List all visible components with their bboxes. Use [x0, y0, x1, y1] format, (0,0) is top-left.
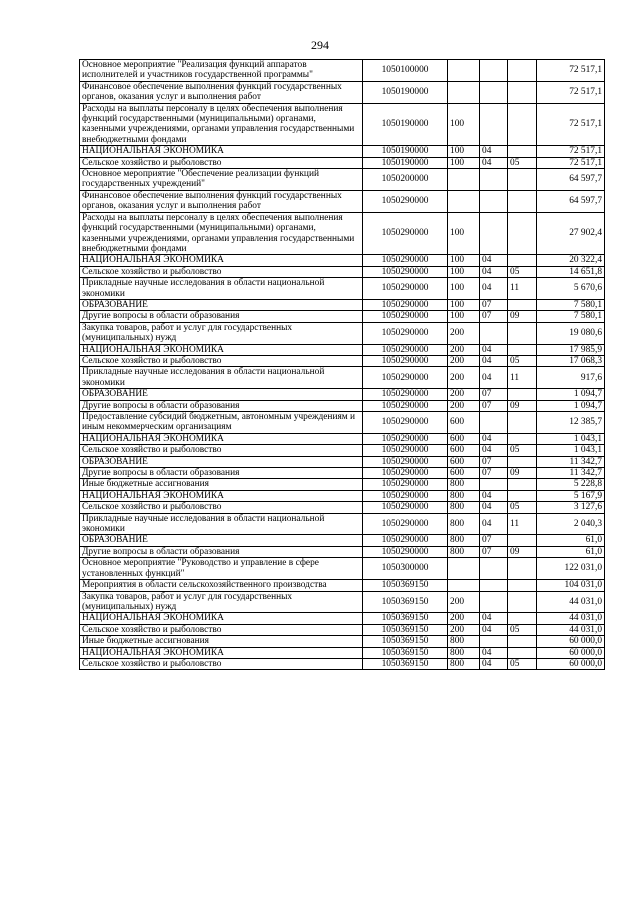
row-subsection-cell: 05 — [508, 624, 537, 635]
row-subsection-cell — [508, 412, 537, 434]
row-section-cell: 04 — [480, 344, 508, 355]
row-section-cell: 07 — [480, 456, 508, 467]
row-amount-cell: 5 167,9 — [537, 490, 605, 501]
row-code-cell: 1050290000 — [363, 266, 448, 277]
row-amount-cell: 60 000,0 — [537, 647, 605, 658]
table-row — [80, 624, 605, 635]
table-row — [80, 81, 605, 103]
row-expense-type-cell: 800 — [448, 490, 480, 501]
row-subsection-cell — [508, 479, 537, 490]
table-row — [80, 255, 605, 266]
row-name-cell: Иные бюджетные ассигнования — [80, 636, 363, 647]
row-name-cell: НАЦИОНАЛЬНАЯ ЭКОНОМИКА — [80, 647, 363, 658]
row-name-cell: Другие вопросы в области образования — [80, 400, 363, 411]
row-section-cell — [480, 169, 508, 191]
row-code-cell: 1050369150 — [363, 636, 448, 647]
row-expense-type-cell: 100 — [448, 255, 480, 266]
row-name-cell: НАЦИОНАЛЬНАЯ ЭКОНОМИКА — [80, 344, 363, 355]
row-subsection-cell — [508, 456, 537, 467]
table-row — [80, 103, 605, 146]
row-name-cell: Сельское хозяйство и рыболовство — [80, 624, 363, 635]
table-row — [80, 169, 605, 191]
row-expense-type-cell: 200 — [448, 591, 480, 613]
row-expense-type-cell — [448, 60, 480, 82]
row-name-cell: Мероприятия в области сельскохозяйственного производства — [80, 580, 363, 591]
row-name-cell: Закупка товаров, работ и услуг для государственных (муниципальных) нужд — [80, 591, 363, 613]
row-subsection-cell — [508, 591, 537, 613]
row-expense-type-cell: 100 — [448, 103, 480, 146]
row-name-cell: НАЦИОНАЛЬНАЯ ЭКОНОМИКА — [80, 613, 363, 624]
row-expense-type-cell: 800 — [448, 658, 480, 669]
row-subsection-cell — [508, 212, 537, 255]
row-name-cell: Сельское хозяйство и рыболовство — [80, 266, 363, 277]
row-amount-cell: 72 517,1 — [537, 157, 605, 168]
row-section-cell: 04 — [480, 278, 508, 300]
row-code-cell: 1050190000 — [363, 146, 448, 157]
row-name-cell: Другие вопросы в области образования — [80, 468, 363, 479]
table-row — [80, 355, 605, 366]
row-name-cell: Основное мероприятие "Реализация функций аппаратов исполнителей и участников государственной программы" — [80, 60, 363, 82]
row-name-cell: Сельское хозяйство и рыболовство — [80, 502, 363, 513]
row-expense-type-cell: 100 — [448, 146, 480, 157]
table-row — [80, 299, 605, 310]
row-subsection-cell: 05 — [508, 445, 537, 456]
row-code-cell: 1050190000 — [363, 157, 448, 168]
row-amount-cell: 64 597,7 — [537, 190, 605, 212]
row-code-cell: 1050290000 — [363, 299, 448, 310]
row-expense-type-cell — [448, 558, 480, 580]
row-code-cell: 1050290000 — [363, 445, 448, 456]
row-expense-type-cell: 600 — [448, 445, 480, 456]
row-name-cell: Иные бюджетные ассигнования — [80, 479, 363, 490]
row-amount-cell: 60 000,0 — [537, 636, 605, 647]
row-code-cell: 1050190000 — [363, 81, 448, 103]
row-code-cell: 1050369150 — [363, 580, 448, 591]
table-row — [80, 490, 605, 501]
row-expense-type-cell: 200 — [448, 624, 480, 635]
row-code-cell: 1050290000 — [363, 344, 448, 355]
row-code-cell: 1050290000 — [363, 367, 448, 389]
row-code-cell: 1050100000 — [363, 60, 448, 82]
row-code-cell: 1050290000 — [363, 412, 448, 434]
table-row — [80, 658, 605, 669]
row-code-cell: 1050290000 — [363, 513, 448, 535]
row-code-cell: 1050369150 — [363, 591, 448, 613]
row-expense-type-cell: 800 — [448, 535, 480, 546]
table-row — [80, 433, 605, 444]
row-name-cell: Прикладные научные исследования в области национальной экономики — [80, 278, 363, 300]
row-code-cell: 1050290000 — [363, 456, 448, 467]
row-expense-type-cell: 800 — [448, 647, 480, 658]
row-expense-type-cell: 800 — [448, 513, 480, 535]
row-subsection-cell — [508, 146, 537, 157]
row-code-cell: 1050290000 — [363, 468, 448, 479]
row-section-cell: 04 — [480, 157, 508, 168]
row-section-cell: 07 — [480, 400, 508, 411]
row-name-cell: Сельское хозяйство и рыболовство — [80, 658, 363, 669]
row-subsection-cell — [508, 613, 537, 624]
row-subsection-cell — [508, 647, 537, 658]
row-code-cell: 1050290000 — [363, 535, 448, 546]
row-section-cell: 04 — [480, 624, 508, 635]
row-code-cell: 1050290000 — [363, 389, 448, 400]
row-amount-cell: 27 902,4 — [537, 212, 605, 255]
row-subsection-cell: 05 — [508, 157, 537, 168]
row-section-cell: 04 — [480, 255, 508, 266]
row-expense-type-cell — [448, 580, 480, 591]
row-amount-cell: 122 031,0 — [537, 558, 605, 580]
table-row — [80, 456, 605, 467]
row-amount-cell: 61,0 — [537, 535, 605, 546]
row-code-cell: 1050290000 — [363, 502, 448, 513]
row-code-cell: 1050290000 — [363, 212, 448, 255]
row-section-cell — [480, 412, 508, 434]
budget-table-body — [80, 60, 605, 670]
table-row — [80, 535, 605, 546]
table-row — [80, 344, 605, 355]
row-code-cell: 1050290000 — [363, 190, 448, 212]
table-row — [80, 636, 605, 647]
row-amount-cell: 7 580,1 — [537, 311, 605, 322]
row-name-cell: Сельское хозяйство и рыболовство — [80, 157, 363, 168]
row-amount-cell: 72 517,1 — [537, 60, 605, 82]
row-amount-cell: 104 031,0 — [537, 580, 605, 591]
row-code-cell: 1050290000 — [363, 278, 448, 300]
row-amount-cell: 20 322,4 — [537, 255, 605, 266]
row-code-cell: 1050290000 — [363, 490, 448, 501]
row-section-cell — [480, 636, 508, 647]
row-expense-type-cell: 800 — [448, 546, 480, 557]
row-subsection-cell — [508, 535, 537, 546]
row-name-cell: Закупка товаров, работ и услуг для государственных (муниципальных) нужд — [80, 322, 363, 344]
row-section-cell: 07 — [480, 468, 508, 479]
row-code-cell: 1050290000 — [363, 255, 448, 266]
row-section-cell — [480, 103, 508, 146]
row-code-cell: 1050290000 — [363, 311, 448, 322]
row-amount-cell: 17 068,3 — [537, 355, 605, 366]
row-amount-cell: 72 517,1 — [537, 146, 605, 157]
row-subsection-cell — [508, 60, 537, 82]
row-section-cell — [480, 322, 508, 344]
row-subsection-cell — [508, 190, 537, 212]
table-row — [80, 580, 605, 591]
row-expense-type-cell: 800 — [448, 479, 480, 490]
row-subsection-cell — [508, 636, 537, 647]
row-expense-type-cell: 200 — [448, 367, 480, 389]
row-amount-cell: 17 985,9 — [537, 344, 605, 355]
row-expense-type-cell: 600 — [448, 468, 480, 479]
row-section-cell — [480, 591, 508, 613]
row-expense-type-cell: 100 — [448, 311, 480, 322]
row-amount-cell: 5 670,6 — [537, 278, 605, 300]
row-amount-cell: 19 080,6 — [537, 322, 605, 344]
row-expense-type-cell: 200 — [448, 389, 480, 400]
row-code-cell: 1050369150 — [363, 624, 448, 635]
row-section-cell: 07 — [480, 311, 508, 322]
row-section-cell: 04 — [480, 502, 508, 513]
row-section-cell — [480, 190, 508, 212]
row-subsection-cell — [508, 322, 537, 344]
row-name-cell: Финансовое обеспечение выполнения функций государственных органов, оказания услуг и выполнения работ — [80, 81, 363, 103]
row-section-cell — [480, 81, 508, 103]
row-name-cell: Основное мероприятие "Обеспечение реализации функций государственных учреждений" — [80, 169, 363, 191]
row-section-cell: 04 — [480, 266, 508, 277]
budget-table — [79, 59, 605, 670]
row-section-cell: 04 — [480, 490, 508, 501]
row-section-cell: 04 — [480, 355, 508, 366]
row-subsection-cell — [508, 389, 537, 400]
row-amount-cell: 72 517,1 — [537, 81, 605, 103]
row-name-cell: Другие вопросы в области образования — [80, 546, 363, 557]
row-name-cell: ОБРАЗОВАНИЕ — [80, 535, 363, 546]
row-expense-type-cell: 200 — [448, 355, 480, 366]
row-section-cell: 07 — [480, 299, 508, 310]
row-section-cell: 07 — [480, 546, 508, 557]
row-amount-cell: 14 651,8 — [537, 266, 605, 277]
row-name-cell: НАЦИОНАЛЬНАЯ ЭКОНОМИКА — [80, 433, 363, 444]
row-amount-cell: 11 342,7 — [537, 468, 605, 479]
row-code-cell: 1050369150 — [363, 613, 448, 624]
table-row — [80, 412, 605, 434]
table-row — [80, 322, 605, 344]
row-expense-type-cell — [448, 190, 480, 212]
row-amount-cell: 44 031,0 — [537, 613, 605, 624]
row-amount-cell: 2 040,3 — [537, 513, 605, 535]
table-row — [80, 546, 605, 557]
row-name-cell: Прикладные научные исследования в области национальной экономики — [80, 367, 363, 389]
row-expense-type-cell: 800 — [448, 636, 480, 647]
row-code-cell: 1050369150 — [363, 647, 448, 658]
row-subsection-cell — [508, 81, 537, 103]
row-amount-cell: 61,0 — [537, 546, 605, 557]
row-expense-type-cell: 200 — [448, 613, 480, 624]
row-amount-cell: 7 580,1 — [537, 299, 605, 310]
row-section-cell: 07 — [480, 389, 508, 400]
row-amount-cell: 72 517,1 — [537, 103, 605, 146]
row-subsection-cell — [508, 255, 537, 266]
row-expense-type-cell: 100 — [448, 212, 480, 255]
table-row — [80, 647, 605, 658]
row-subsection-cell — [508, 169, 537, 191]
row-code-cell: 1050290000 — [363, 355, 448, 366]
table-row — [80, 60, 605, 82]
row-code-cell: 1050190000 — [363, 103, 448, 146]
row-amount-cell: 1 043,1 — [537, 445, 605, 456]
row-amount-cell: 1 094,7 — [537, 400, 605, 411]
row-expense-type-cell: 200 — [448, 322, 480, 344]
row-name-cell: Сельское хозяйство и рыболовство — [80, 355, 363, 366]
row-amount-cell: 44 031,0 — [537, 624, 605, 635]
row-amount-cell: 5 228,8 — [537, 479, 605, 490]
row-expense-type-cell — [448, 169, 480, 191]
row-name-cell: НАЦИОНАЛЬНАЯ ЭКОНОМИКА — [80, 490, 363, 501]
table-row — [80, 502, 605, 513]
row-code-cell: 1050369150 — [363, 658, 448, 669]
row-name-cell: Расходы на выплаты персоналу в целях обеспечения выполнения функций государственными (муниципальными) органами, казенными учреждениями, органами управления государственными внебюджетными фондами — [80, 103, 363, 146]
row-expense-type-cell: 600 — [448, 412, 480, 434]
row-expense-type-cell: 100 — [448, 266, 480, 277]
row-section-cell: 04 — [480, 613, 508, 624]
row-expense-type-cell: 800 — [448, 502, 480, 513]
row-expense-type-cell: 600 — [448, 433, 480, 444]
row-section-cell: 04 — [480, 658, 508, 669]
row-code-cell: 1050290000 — [363, 479, 448, 490]
row-name-cell: НАЦИОНАЛЬНАЯ ЭКОНОМИКА — [80, 146, 363, 157]
page-number: 294 — [311, 38, 329, 52]
row-name-cell: ОБРАЗОВАНИЕ — [80, 299, 363, 310]
row-section-cell: 04 — [480, 647, 508, 658]
table-row — [80, 445, 605, 456]
row-subsection-cell: 11 — [508, 367, 537, 389]
row-section-cell: 04 — [480, 146, 508, 157]
row-section-cell: 04 — [480, 445, 508, 456]
row-subsection-cell: 11 — [508, 513, 537, 535]
row-subsection-cell: 11 — [508, 278, 537, 300]
row-section-cell: 07 — [480, 535, 508, 546]
row-amount-cell: 3 127,6 — [537, 502, 605, 513]
table-row — [80, 367, 605, 389]
row-name-cell: ОБРАЗОВАНИЕ — [80, 456, 363, 467]
row-expense-type-cell: 100 — [448, 299, 480, 310]
row-code-cell: 1050290000 — [363, 322, 448, 344]
row-subsection-cell: 09 — [508, 311, 537, 322]
row-subsection-cell — [508, 103, 537, 146]
row-subsection-cell: 05 — [508, 266, 537, 277]
table-row — [80, 190, 605, 212]
table-row — [80, 479, 605, 490]
row-section-cell — [480, 212, 508, 255]
row-name-cell: Расходы на выплаты персоналу в целях обеспечения выполнения функций государственными (муниципальными) органами, казенными учреждениями, органами управления государственными внебюджетными фондами — [80, 212, 363, 255]
table-row — [80, 146, 605, 157]
row-name-cell: Основное мероприятие "Руководство и управление в сфере установленных функций" — [80, 558, 363, 580]
row-amount-cell: 11 342,7 — [537, 456, 605, 467]
row-name-cell: Финансовое обеспечение выполнения функций государственных органов, оказания услуг и выполнения работ — [80, 190, 363, 212]
table-row — [80, 278, 605, 300]
row-section-cell: 04 — [480, 367, 508, 389]
row-amount-cell: 1 043,1 — [537, 433, 605, 444]
row-name-cell: ОБРАЗОВАНИЕ — [80, 389, 363, 400]
table-row — [80, 266, 605, 277]
table-row — [80, 389, 605, 400]
row-subsection-cell: 09 — [508, 468, 537, 479]
row-code-cell: 1050300000 — [363, 558, 448, 580]
row-name-cell: Сельское хозяйство и рыболовство — [80, 445, 363, 456]
table-row — [80, 212, 605, 255]
row-amount-cell: 44 031,0 — [537, 591, 605, 613]
table-row — [80, 400, 605, 411]
table-row — [80, 468, 605, 479]
table-row — [80, 513, 605, 535]
row-section-cell — [480, 580, 508, 591]
row-subsection-cell: 09 — [508, 400, 537, 411]
row-code-cell: 1050290000 — [363, 400, 448, 411]
row-name-cell: НАЦИОНАЛЬНАЯ ЭКОНОМИКА — [80, 255, 363, 266]
row-subsection-cell — [508, 299, 537, 310]
row-subsection-cell: 09 — [508, 546, 537, 557]
table-row — [80, 558, 605, 580]
row-amount-cell: 60 000,0 — [537, 658, 605, 669]
table-row — [80, 311, 605, 322]
row-expense-type-cell: 600 — [448, 456, 480, 467]
row-amount-cell: 12 385,7 — [537, 412, 605, 434]
row-subsection-cell — [508, 490, 537, 501]
row-amount-cell: 64 597,7 — [537, 169, 605, 191]
row-code-cell: 1050200000 — [363, 169, 448, 191]
row-amount-cell: 917,6 — [537, 367, 605, 389]
row-section-cell: 04 — [480, 433, 508, 444]
row-subsection-cell: 05 — [508, 658, 537, 669]
table-row — [80, 613, 605, 624]
row-subsection-cell: 05 — [508, 355, 537, 366]
row-section-cell — [480, 60, 508, 82]
table-row — [80, 157, 605, 168]
table-row — [80, 591, 605, 613]
row-name-cell: Предоставление субсидий бюджетным, автономным учреждениям и иным некоммерческим организациям — [80, 412, 363, 434]
row-expense-type-cell: 200 — [448, 344, 480, 355]
row-name-cell: Другие вопросы в области образования — [80, 311, 363, 322]
row-section-cell: 04 — [480, 513, 508, 535]
row-amount-cell: 1 094,7 — [537, 389, 605, 400]
row-subsection-cell — [508, 580, 537, 591]
row-code-cell: 1050290000 — [363, 546, 448, 557]
row-code-cell: 1050290000 — [363, 433, 448, 444]
row-name-cell: Прикладные научные исследования в области национальной экономики — [80, 513, 363, 535]
row-subsection-cell — [508, 558, 537, 580]
row-subsection-cell: 05 — [508, 502, 537, 513]
row-expense-type-cell — [448, 81, 480, 103]
row-expense-type-cell: 200 — [448, 400, 480, 411]
row-section-cell — [480, 558, 508, 580]
row-section-cell — [480, 479, 508, 490]
row-subsection-cell — [508, 433, 537, 444]
row-subsection-cell — [508, 344, 537, 355]
row-expense-type-cell: 100 — [448, 278, 480, 300]
row-expense-type-cell: 100 — [448, 157, 480, 168]
